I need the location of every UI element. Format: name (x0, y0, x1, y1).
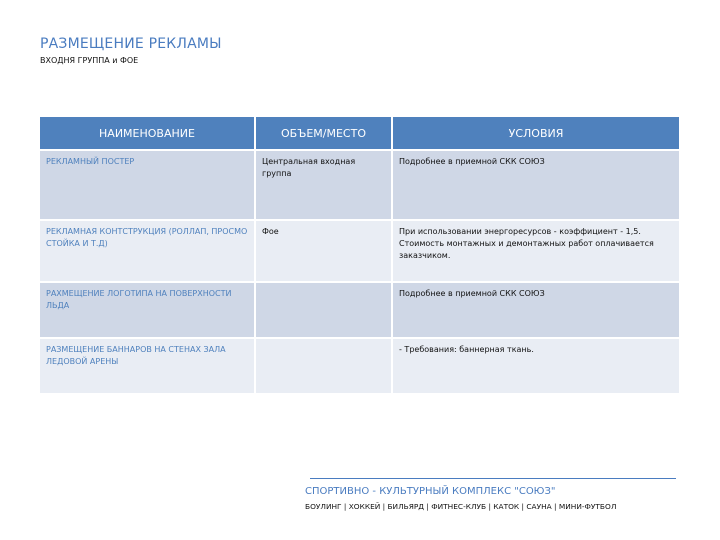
table-header-row (40, 117, 680, 150)
footer-divider (310, 478, 676, 479)
row-place-cell (255, 282, 392, 338)
page-subtitle: ВХОДНЯ ГРУППА и ФОЕ (40, 56, 139, 65)
row-name-cell: РАЗМЕЩЕНИЕ БАННАРОВ НА СТЕНАХ ЗАЛА ЛЕДОВОЙ АРЕНЫ (40, 338, 255, 394)
row-name-cell: РЕКЛАМНАЯ КОНТСТРУКЦИЯ (РОЛЛАП, ПРОСМО СТОЙКА И Т.Д) (40, 220, 255, 282)
footer-services: БОУЛИНГ | ХОККЕЙ | БИЛЬЯРД | ФИТНЕС-КЛУБ | КАТОК | САУНА | МИНИ-ФУТБОЛ (305, 502, 617, 511)
advertising-table (40, 117, 681, 395)
row-conditions-cell: Подробнее в приемной СКК СОЮЗ (392, 150, 680, 220)
row-place-cell (255, 338, 392, 394)
column-header-name: НАИМЕНОВАНИЕ (40, 117, 255, 150)
table-row (40, 150, 680, 220)
page-title: РАЗМЕЩЕНИЕ РЕКЛАМЫ (40, 36, 222, 52)
footer-title: СПОРТИВНО - КУЛЬТУРНЫЙ КОМПЛЕКС "СОЮЗ" (305, 486, 556, 497)
row-conditions-cell: - Требования: баннерная ткань. (392, 338, 680, 394)
row-conditions-cell: При использовании энергоресурсов - коэффициент - 1,5. Стоимость монтажных и демонтажных работ оплачивается заказчиком. (392, 220, 680, 282)
row-place-cell: Фое (255, 220, 392, 282)
column-header-conditions: УСЛОВИЯ (392, 117, 680, 150)
row-conditions-cell: Подробнее в приемной СКК СОЮЗ (392, 282, 680, 338)
row-name-cell: РЕКЛАМНЫЙ ПОСТЕР (40, 150, 255, 220)
row-name-cell: РАХМЕЩЕНИЕ ЛОГОТИПА НА ПОВЕРХНОСТИ ЛЬДА (40, 282, 255, 338)
row-place-cell: Центральная входная группа (255, 150, 392, 220)
column-header-place: ОБЪЕМ/МЕСТО (255, 117, 392, 150)
table-row (40, 282, 680, 338)
table-row (40, 338, 680, 394)
table-row (40, 220, 680, 282)
